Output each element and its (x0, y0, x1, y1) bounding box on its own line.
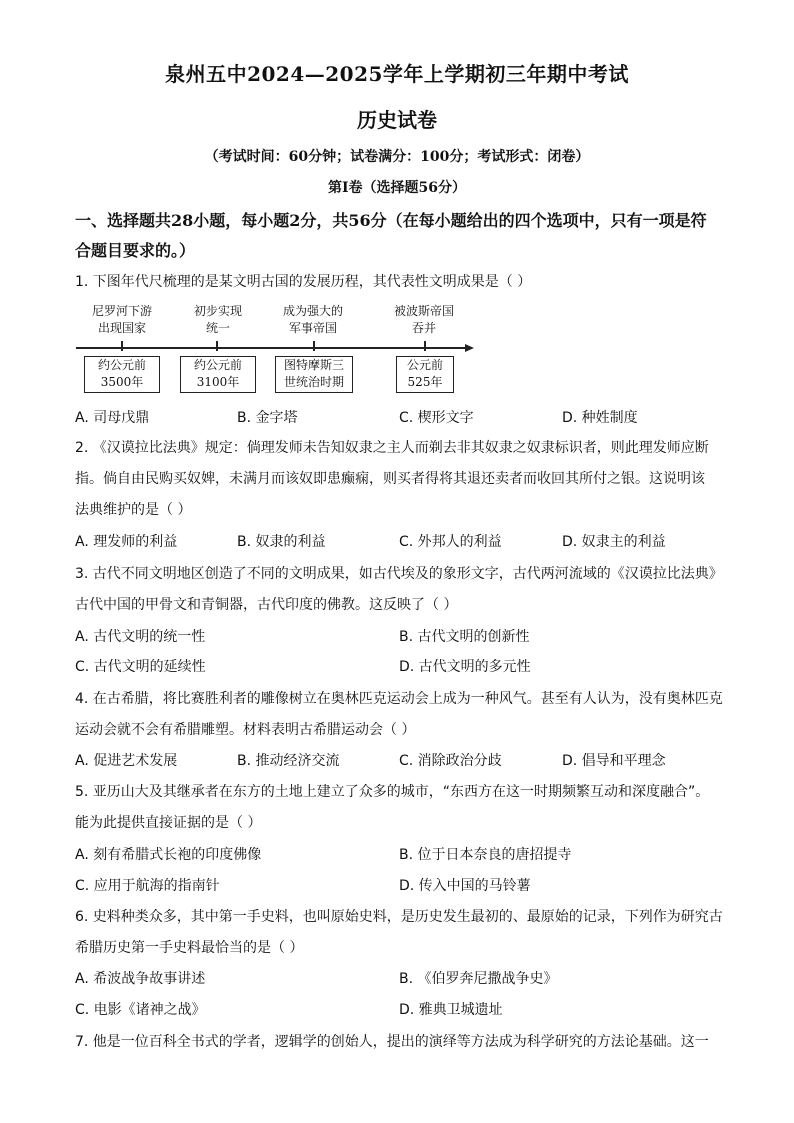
q2-option-b[interactable]: B. 奴隶的利益 (237, 534, 326, 550)
question-1-text: 1. 下图年代尺梳理的是某文明古国的发展历程，其代表性文明成果是（ ） (75, 274, 532, 290)
q5-option-b[interactable]: B. 位于日本奈良的唐招提寺 (399, 847, 572, 863)
q4-option-d[interactable]: D. 倡导和平理念 (562, 753, 666, 769)
q4-option-c[interactable]: C. 消除政治分歧 (399, 753, 502, 769)
q3-option-c[interactable]: C. 古代文明的延续性 (75, 659, 206, 675)
timeline-date-box-2: 约公元前 3100年 (180, 356, 256, 393)
exam-info: （考试时间：60分钟；试卷满分：100分；考试形式：闭卷） (204, 149, 590, 165)
q3-option-a[interactable]: A. 古代文明的统一性 (75, 629, 206, 645)
q5-option-a[interactable]: A. 刻有希腊式长袍的印度佛像 (75, 847, 262, 863)
q1-option-b[interactable]: B. 金字塔 (237, 410, 298, 426)
q5-option-c[interactable]: C. 应用于航海的指南针 (75, 878, 220, 894)
timeline-tick (424, 341, 426, 351)
q6-option-b[interactable]: B. 《伯罗奔尼撒战争史》 (399, 971, 558, 987)
q1-option-a[interactable]: A. 司母戊鼎 (75, 410, 150, 426)
timeline-tick (216, 341, 218, 351)
question-3-text-line: 古代中国的甲骨文和青铜器，古代印度的佛教。这反映了（ ） (75, 597, 458, 613)
question-6-text-line: 6. 史料种类众多，其中第一手史料，也叫原始史料，是历史发生最初的、最原始的记录，下列作为研究古 (75, 909, 723, 925)
timeline-label-3: 成为强大的 军事帝国 (282, 304, 343, 335)
timeline-label-1: 尼罗河下游 出现国家 (91, 304, 152, 335)
exam-title: 泉州五中2024—2025学年上学期初三年期中考试 (165, 62, 629, 86)
q6-option-d[interactable]: D. 雅典卫城遗址 (399, 1002, 503, 1018)
timeline-tick (121, 341, 123, 351)
question-2-text-line: 法典维护的是（ ） (75, 502, 192, 518)
q3-option-d[interactable]: D. 古代文明的多元性 (399, 659, 531, 675)
subject-title: 历史试卷 (357, 108, 437, 132)
question-5-text-line: 能为此提供直接证据的是（ ） (75, 815, 262, 831)
q1-option-d[interactable]: D. 种姓制度 (562, 410, 638, 426)
question-2-text-line: 2. 《汉谟拉比法典》规定：倘理发师未告知奴隶之主人而剃去非其奴隶之奴隶标识者，则此理发师应断 (75, 440, 709, 456)
question-5-text-line: 5. 亚历山大及其继承者在东方的土地上建立了众多的城市，“东西方在这一时期频繁互动和深度融合”。 (75, 784, 710, 800)
q1-option-c[interactable]: C. 楔形文字 (399, 410, 474, 426)
q4-option-a[interactable]: A. 促进艺术发展 (75, 753, 178, 769)
question-3-text-line: 3. 古代不同文明地区创造了不同的文明成果，如古代埃及的象形文字，古代两河流域的《汉谟拉比法典》 (75, 566, 723, 582)
timeline-date-box-1: 约公元前 3500年 (84, 356, 160, 393)
question-4-text-line: 4. 在古希腊，将比赛胜利者的雕像树立在奥林匹克运动会上成为一种风气。甚至有人认为，没有奥林匹克 (75, 691, 723, 707)
timeline-arrow-icon (465, 344, 474, 352)
timeline-tick (313, 341, 315, 351)
timeline-date-box-4: 公元前 525年 (396, 356, 454, 393)
question-7-text-line: 7. 他是一位百科全书式的学者，逻辑学的创始人，提出的演绎等方法成为科学研究的方法论基础。这一 (75, 1034, 709, 1050)
q6-option-c[interactable]: C. 电影《诸神之战》 (75, 1002, 206, 1018)
question-4-text-line: 运动会就不会有希腊雕塑。材料表明古希腊运动会（ ） (75, 722, 416, 738)
part-heading: 第Ⅰ卷（选择题56分） (327, 180, 467, 196)
timeline-label-4: 被波斯帝国 吞并 (393, 304, 454, 335)
timeline-label-2: 初步实现 统一 (193, 304, 242, 335)
q2-option-a[interactable]: A. 理发师的利益 (75, 534, 178, 550)
instructions-line-1: 一、选择题共28小题，每小题2分，共56分（在每小题给出的四个选项中，只有一项是符 (75, 211, 707, 230)
timeline-date-box-3: 图特摩斯三 世统治时期 (275, 356, 353, 393)
q4-option-b[interactable]: B. 推动经济交流 (237, 753, 340, 769)
instructions-line-2: 合题目要求的。） (75, 241, 196, 260)
q2-option-d[interactable]: D. 奴隶主的利益 (562, 534, 666, 550)
question-6-text-line: 希腊历史第一手史料最恰当的是（ ） (75, 940, 304, 956)
q3-option-b[interactable]: B. 古代文明的创新性 (399, 629, 530, 645)
timeline-axis (76, 347, 466, 349)
question-2-text-line: 指。倘自由民购买奴婢，未满月而该奴即患癫痫，则买者得将其退还卖者而收回其所付之银。这说明该 (75, 471, 705, 487)
q5-option-d[interactable]: D. 传入中国的马铃薯 (399, 878, 531, 894)
q6-option-a[interactable]: A. 希波战争故事讲述 (75, 971, 206, 987)
q2-option-c[interactable]: C. 外邦人的利益 (399, 534, 502, 550)
